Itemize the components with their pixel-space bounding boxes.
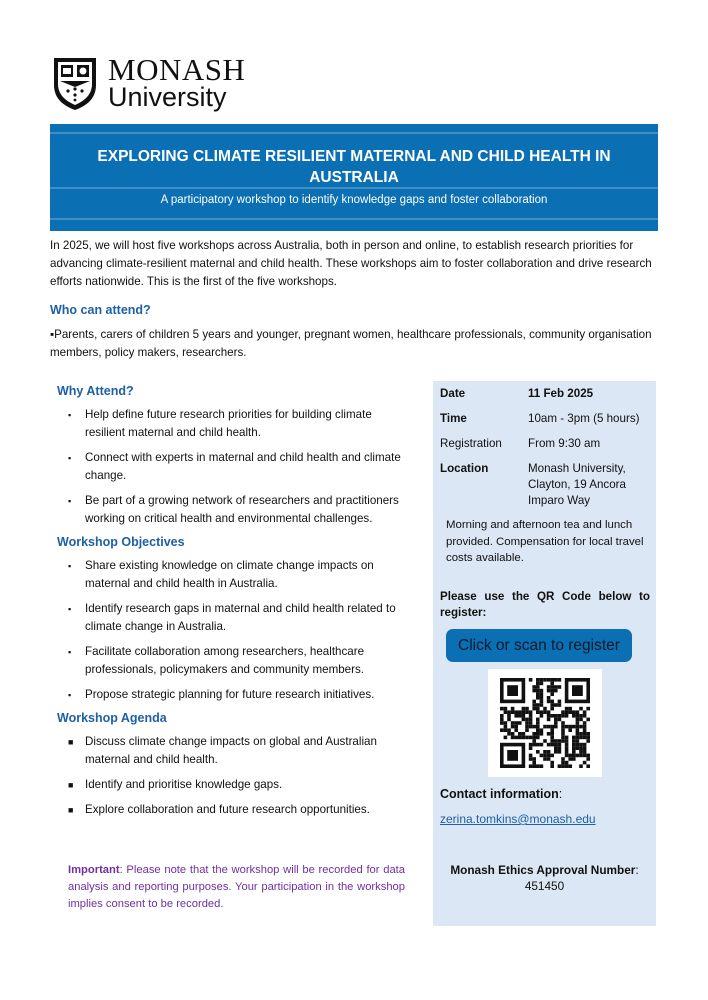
bullet-icon: ▪ — [68, 496, 72, 506]
banner-divider — [50, 187, 658, 189]
list-item: ■ Identify and prioritise knowledge gaps. — [57, 776, 407, 794]
ethics-number: 451450 — [524, 879, 565, 893]
why-list — [57, 406, 407, 528]
list-item: ▪ Propose strategic planning for future research initiatives. — [57, 686, 407, 704]
intro-paragraph: In 2025, we will host five workshops across Australia, both in person and online, to establish research priorities for advancing climate-resilient maternal and child health. These workshops aim to foster collaboration and drive research efforts nationwide. This is the first of the five workshops. — [50, 239, 652, 288]
who-heading: Who can attend? — [50, 303, 151, 317]
monash-logo — [50, 52, 246, 112]
who-text: ▪Parents, carers of children 5 years and younger, pregnant women, healthcare professionals, community organisation members, policy makers, researchers. — [50, 328, 652, 359]
bullet-icon: ■ — [68, 780, 74, 790]
location-value: Monash University, Clayton, 19 Ancora Imparo Way — [528, 462, 626, 507]
list-item: ▪ Facilitate collaboration among researchers, healthcare professionals, policymakers and community members. — [68, 645, 365, 676]
page-subtitle: A participatory workshop to identify knowledge gaps and foster collaboration — [160, 194, 548, 206]
list-item: ■ Discuss climate change impacts on global and Australian maternal and child health. — [68, 735, 377, 766]
bullet-icon: ■ — [68, 737, 74, 747]
bullet-icon: ▪ — [68, 690, 72, 700]
monash-crest-icon — [50, 55, 100, 111]
bullet-icon: ▪ — [68, 604, 72, 614]
logo-line1: MONASH — [108, 52, 246, 88]
title-banner — [50, 124, 658, 231]
catering-note: Morning and afternoon tea and lunch provided. Compensation for local travel costs available. — [446, 519, 644, 564]
contact-email-link[interactable]: zerina.tomkins@monash.edu — [440, 812, 596, 826]
banner-divider — [50, 132, 658, 134]
time-value: 10am - 3pm (5 hours) — [528, 412, 640, 425]
important-text: : Please note that the workshop will be recorded for data analysis and reporting purposes. Your participation in the workshop implies consent to be recorded. — [68, 864, 405, 910]
ethics-label: Monash Ethics Approval Number — [450, 863, 636, 877]
bullet-icon: ▪ — [68, 453, 72, 463]
ethics-approval: Monash Ethics Approval Number: 451450 — [450, 863, 639, 893]
agenda-heading: Workshop Agenda — [57, 711, 167, 725]
date-label: Date — [440, 387, 466, 400]
registration-label: Registration — [440, 437, 502, 450]
bullet-icon: ▪ — [68, 561, 72, 571]
banner-divider — [50, 218, 658, 220]
objectives-list — [57, 557, 407, 704]
list-item: ▪ Identify research gaps in maternal and child health related to climate change in Australia. — [68, 602, 396, 633]
left-column — [57, 384, 407, 826]
register-button[interactable]: Click or scan to register — [446, 629, 632, 662]
page-title: EXPLORING CLIMATE RESILIENT MATERNAL AND CHILD HEALTH IN AUSTRALIA — [97, 148, 611, 186]
list-item: ▪ Share existing knowledge on climate change impacts on maternal and child health in Australia. — [68, 559, 374, 590]
important-label: Important — [68, 864, 120, 876]
list-item: ■ Explore collaboration and future research opportunities. — [57, 801, 407, 819]
contact-heading: Contact information: — [440, 787, 563, 801]
why-heading: Why Attend? — [57, 384, 134, 398]
logo-line2: University — [108, 81, 227, 112]
qr-prompt: Please use the QR Code below to register: — [440, 590, 650, 619]
bullet-icon: ■ — [68, 805, 74, 815]
details-panel — [433, 381, 656, 926]
list-item: ▪ Connect with experts in maternal and child health and climate change. — [68, 451, 401, 482]
important-note — [68, 862, 405, 913]
list-item: ▪ Be part of a growing network of researchers and practitioners working on critical health and environmental challenges. — [68, 494, 399, 525]
list-item: ▪ Help define future research priorities for building climate resilient maternal and child health. — [68, 408, 372, 439]
location-label: Location — [440, 462, 489, 475]
qr-code-icon[interactable] — [488, 669, 602, 777]
time-label: Time — [440, 412, 467, 425]
bullet-icon: ▪ — [68, 410, 72, 420]
objectives-heading: Workshop Objectives — [57, 535, 185, 549]
agenda-list — [57, 733, 407, 819]
registration-value: From 9:30 am — [528, 437, 601, 450]
bullet-icon: ▪ — [68, 647, 72, 657]
date-value: 11 Feb 2025 — [528, 387, 594, 400]
